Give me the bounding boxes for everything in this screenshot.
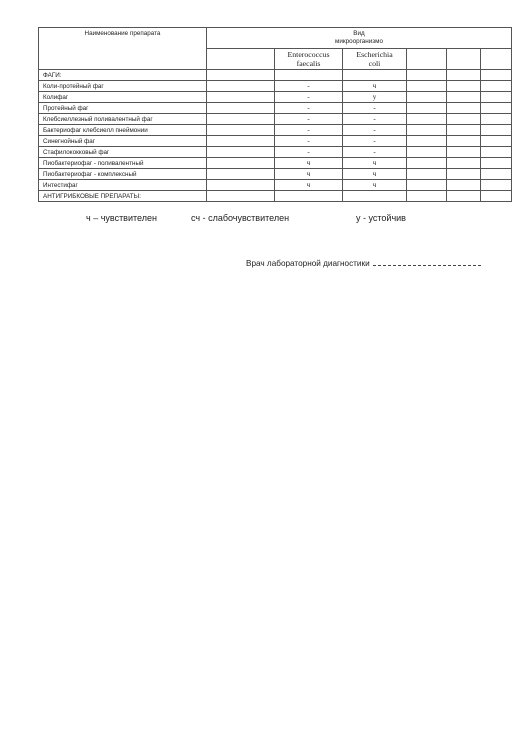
row-value-enterococcus: - xyxy=(275,92,343,103)
organism-escherichia xyxy=(343,49,407,70)
row-empty-cell xyxy=(447,81,481,92)
row-empty-cell xyxy=(407,180,447,191)
row-empty-cell xyxy=(481,114,512,125)
row-value-enterococcus xyxy=(275,191,343,202)
row-empty-cell xyxy=(481,169,512,180)
row-value-escherichia: ч xyxy=(343,158,407,169)
row-empty-cell xyxy=(481,81,512,92)
row-value-enterococcus: - xyxy=(275,81,343,92)
table-row xyxy=(39,81,512,92)
row-empty-cell xyxy=(447,125,481,136)
signature-label: Врач лабораторной диагностики xyxy=(246,259,370,268)
row-empty-cell xyxy=(407,114,447,125)
row-drug-name: Бактериофаг клебсиелл пнеймонии xyxy=(39,125,207,136)
row-empty-cell xyxy=(447,103,481,114)
row-empty-cell xyxy=(407,70,447,81)
row-empty-cell xyxy=(207,103,275,114)
row-empty-cell xyxy=(407,191,447,202)
row-drug-name: Клебсиеллезный поливалентный фаг xyxy=(39,114,207,125)
table-row xyxy=(39,147,512,158)
row-value-enterococcus: - xyxy=(275,147,343,158)
signature-line xyxy=(373,259,481,266)
row-empty-cell xyxy=(447,70,481,81)
table-row xyxy=(39,125,512,136)
row-empty-cell xyxy=(447,114,481,125)
row-value-escherichia: - xyxy=(343,147,407,158)
row-value-enterococcus: - xyxy=(275,136,343,147)
header-organism-line1: Вид xyxy=(353,30,365,37)
table-header-row-1 xyxy=(39,28,512,49)
organism-escherichia-line1: Escherichia xyxy=(356,50,393,59)
row-empty-cell xyxy=(407,169,447,180)
legend-resistant: у - устойчив xyxy=(356,213,406,223)
row-value-enterococcus: - xyxy=(275,114,343,125)
row-value-escherichia xyxy=(343,70,407,81)
table-row xyxy=(39,191,512,202)
row-empty-cell xyxy=(481,158,512,169)
organism-enterococcus-line1: Enterococcus xyxy=(287,50,330,59)
table-row xyxy=(39,92,512,103)
row-value-escherichia: ч xyxy=(343,81,407,92)
row-value-escherichia: - xyxy=(343,125,407,136)
organism-empty-col xyxy=(407,49,447,70)
row-empty-cell xyxy=(407,147,447,158)
row-drug-name: Интестифаг xyxy=(39,180,207,191)
row-empty-cell xyxy=(481,92,512,103)
table-row xyxy=(39,136,512,147)
row-empty-cell xyxy=(207,81,275,92)
row-value-escherichia: ч xyxy=(343,169,407,180)
row-value-enterococcus: - xyxy=(275,103,343,114)
row-empty-cell xyxy=(481,70,512,81)
row-empty-cell xyxy=(207,191,275,202)
row-value-escherichia: ч xyxy=(343,180,407,191)
row-empty-cell xyxy=(481,136,512,147)
row-value-enterococcus: - xyxy=(275,125,343,136)
table-row xyxy=(39,103,512,114)
row-empty-cell xyxy=(447,158,481,169)
row-empty-cell xyxy=(407,103,447,114)
table-row xyxy=(39,114,512,125)
row-drug-name: Синегнойный фаг xyxy=(39,136,207,147)
row-drug-name: ФАГИ: xyxy=(39,70,207,81)
row-empty-cell xyxy=(407,92,447,103)
row-empty-cell xyxy=(407,125,447,136)
row-drug-name: Протейный фаг xyxy=(39,103,207,114)
row-empty-cell xyxy=(207,158,275,169)
organism-empty-col xyxy=(207,49,275,70)
row-drug-name: Колифаг xyxy=(39,92,207,103)
row-empty-cell xyxy=(481,180,512,191)
table-row xyxy=(39,70,512,81)
row-value-enterococcus: ч xyxy=(275,180,343,191)
row-value-enterococcus: ч xyxy=(275,158,343,169)
row-empty-cell xyxy=(207,180,275,191)
row-empty-cell xyxy=(407,136,447,147)
organism-enterococcus-line2: faecalis xyxy=(296,59,321,68)
legend-sensitive: ч – чувствителен xyxy=(86,213,157,223)
row-drug-name: Стафилококковый фаг xyxy=(39,147,207,158)
row-empty-cell xyxy=(481,191,512,202)
header-organism-line2: микроорганизмо xyxy=(335,38,383,45)
row-drug-name: Коли-протейный фаг xyxy=(39,81,207,92)
table-row xyxy=(39,158,512,169)
row-empty-cell xyxy=(481,147,512,158)
row-empty-cell xyxy=(207,92,275,103)
row-empty-cell xyxy=(447,180,481,191)
row-empty-cell xyxy=(447,191,481,202)
row-value-enterococcus xyxy=(275,70,343,81)
row-empty-cell xyxy=(407,158,447,169)
organism-empty-col xyxy=(481,49,512,70)
row-drug-name: Пиобактериофаг - поливалентный xyxy=(39,158,207,169)
row-empty-cell xyxy=(207,125,275,136)
signature-block xyxy=(246,259,481,268)
row-value-escherichia xyxy=(343,191,407,202)
row-empty-cell xyxy=(481,103,512,114)
table-row xyxy=(39,169,512,180)
row-empty-cell xyxy=(447,136,481,147)
row-empty-cell xyxy=(447,92,481,103)
row-empty-cell xyxy=(447,147,481,158)
header-drug-name: Наименование препарата xyxy=(39,28,207,70)
sensitivity-table xyxy=(38,27,512,202)
row-value-enterococcus: ч xyxy=(275,169,343,180)
organism-escherichia-line2: coli xyxy=(368,59,381,68)
organism-empty-col xyxy=(447,49,481,70)
legend-weak: сч - слабочувствителен xyxy=(191,213,290,223)
row-drug-name: АНТИГРИБКОВЫЕ ПРЕПАРАТЫ: xyxy=(39,191,207,202)
row-empty-cell xyxy=(207,147,275,158)
row-empty-cell xyxy=(207,114,275,125)
organism-enterococcus xyxy=(275,49,343,70)
row-empty-cell xyxy=(447,169,481,180)
row-empty-cell xyxy=(407,81,447,92)
row-empty-cell xyxy=(207,169,275,180)
table-row xyxy=(39,180,512,191)
row-value-escherichia: - xyxy=(343,136,407,147)
table-body xyxy=(39,70,512,202)
row-value-escherichia: у xyxy=(343,92,407,103)
row-drug-name: Пиобактериофаг - комплексный xyxy=(39,169,207,180)
row-empty-cell xyxy=(481,125,512,136)
row-empty-cell xyxy=(207,136,275,147)
header-organism-group xyxy=(207,28,512,49)
row-value-escherichia: - xyxy=(343,103,407,114)
row-empty-cell xyxy=(207,70,275,81)
row-value-escherichia: - xyxy=(343,114,407,125)
